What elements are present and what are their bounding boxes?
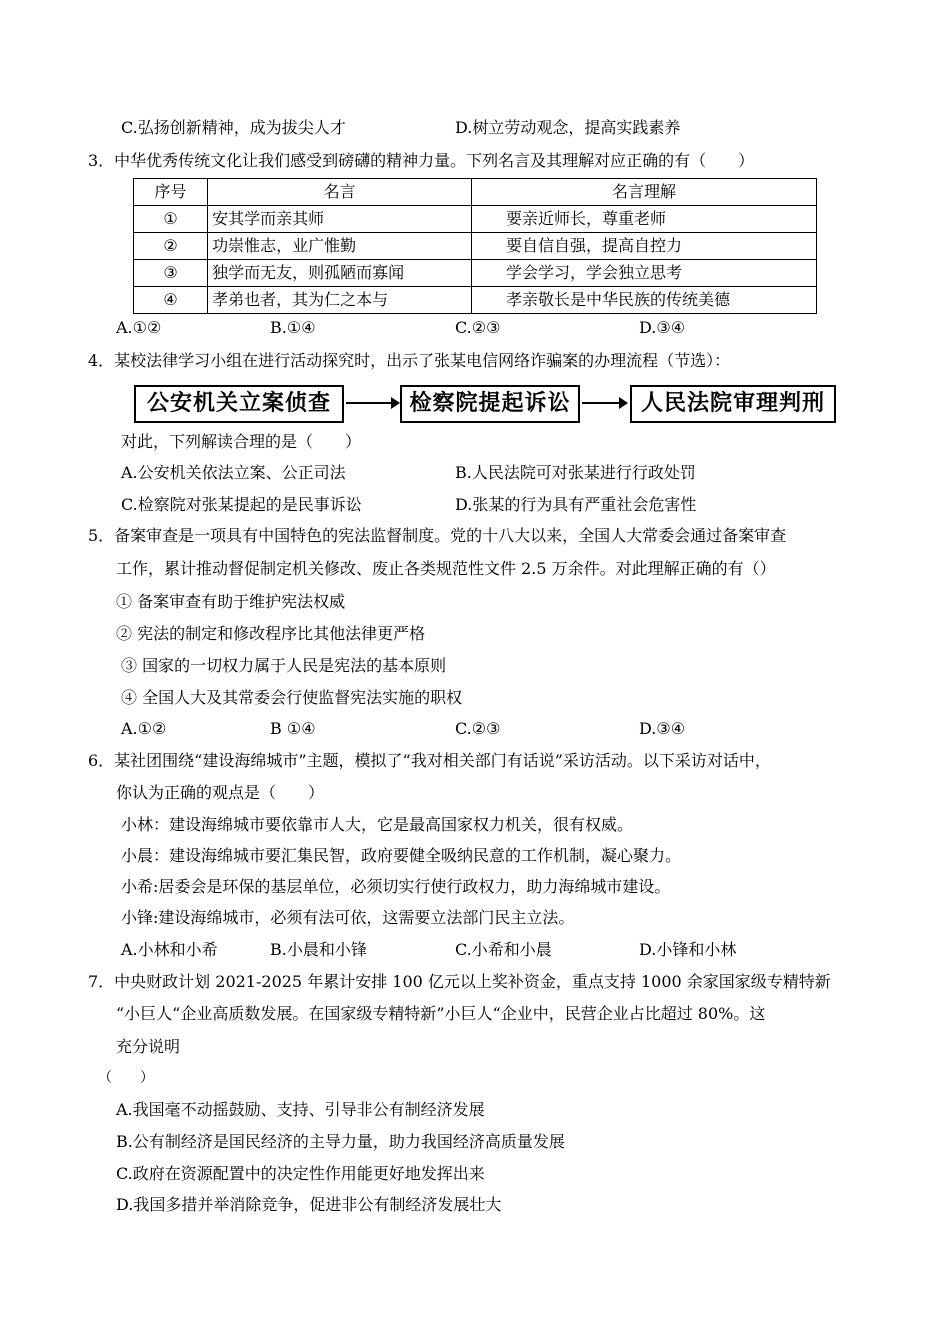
- q2-option-c: C.弘扬创新精神，成为拔尖人才: [121, 118, 346, 137]
- q6-option-b: B.小晨和小锋: [270, 940, 367, 959]
- q6-stem-line1: 6．某社团围绕“建设海绵城市”主题，模拟了“我对相关部门有话说”采访活动。以下采访对话中，: [88, 751, 771, 770]
- q4-option-a: A.公安机关依法立案、公正司法: [121, 463, 346, 482]
- table-row: [134, 260, 817, 287]
- q5-item-2: ② 宪法的制定和修改程序比其他法律更严格: [116, 624, 426, 643]
- q5-item-4: ④ 全国人大及其常委会行使监督宪法实施的职权: [121, 688, 463, 707]
- table-cell: ①: [134, 206, 208, 233]
- table-row: [134, 233, 817, 260]
- q7-stem-line3: 充分说明: [116, 1037, 181, 1056]
- table-cell: ②: [134, 233, 208, 260]
- flow-step-procuratorate: 检察院提起诉讼: [400, 385, 580, 423]
- flow-arrow-icon: [346, 402, 398, 404]
- table-cell: ④: [134, 287, 208, 314]
- q6-option-a: A.小林和小希: [121, 940, 218, 959]
- table-cell: 要亲近师长，尊重老师: [472, 206, 817, 233]
- q4-option-b: B.人民法院可对张某进行行政处罚: [455, 463, 696, 482]
- q7-stem-line1: 7．中央财政计划 2021-2025 年累计安排 100 亿元以上奖补资金，重点支持 1000 余家国家级专精特新: [88, 972, 831, 991]
- table-row: [134, 206, 817, 233]
- q4-stem: 4．某校法律学习小组在进行活动探究时，出示了张某电信网络诈骗案的办理流程（节选）：: [88, 351, 731, 370]
- q5-option-d: D.③④: [639, 719, 686, 738]
- q6-option-d: D.小锋和小林: [639, 940, 737, 959]
- table-cell: 安其学而亲其师: [208, 206, 472, 233]
- table-cell: 孝弟也者，其为仁之本与: [208, 287, 472, 314]
- q7-option-a: A.我国毫不动摇鼓励、支持、引导非公有制经济发展: [116, 1100, 485, 1119]
- q5-stem-line1: 5．备案审查是一项具有中国特色的宪法监督制度。党的十八大以来，全国人大常委会通过备案审查: [88, 526, 787, 545]
- q4-option-d: D.张某的行为具有严重社会危害性: [455, 495, 697, 514]
- q6-dialog-xiaoxi: 小希:居委会是环保的基层单位，必须切实行使行政权力，助力海绵城市建设。: [121, 877, 671, 896]
- q5-item-3: ③ 国家的一切权力属于人民是宪法的基本原则: [121, 656, 447, 675]
- table-cell: 功崇惟志，业广惟勤: [208, 233, 472, 260]
- q5-item-1: ① 备案审查有助于维护宪法权威: [116, 592, 346, 611]
- q7-option-d: D.我国多措并举消除竞争，促进非公有制经济发展壮大: [116, 1195, 502, 1214]
- table-cell: 孝亲敬长是中华民族的传统美德: [472, 287, 817, 314]
- q3-option-b: B.①④: [270, 318, 316, 337]
- q7-option-b: B.公有制经济是国民经济的主导力量，助力我国经济高质量发展: [116, 1132, 565, 1151]
- q4-process-flow: [134, 385, 836, 423]
- q5-option-c: C.②③: [455, 719, 501, 738]
- q3-option-a: A.①②: [116, 318, 162, 337]
- table-cell: 要自信自强，提高自控力: [472, 233, 817, 260]
- q6-option-c: C.小希和小晨: [455, 940, 552, 959]
- q6-dialog-xiaochen: 小晨：建设海绵城市要汇集民智，政府要健全吸纳民意的工作机制，凝心聚力。: [121, 846, 682, 865]
- q3-stem: 3．中华优秀传统文化让我们感受到磅礴的精神力量。下列名言及其理解对应正确的有（ ）: [88, 151, 755, 170]
- table-row: [134, 287, 817, 314]
- table-cell: 独学而无友，则孤陋而寡闻: [208, 260, 472, 287]
- table-cell: 学会学习，学会独立思考: [472, 260, 817, 287]
- q5-option-a: A.①②: [121, 719, 167, 738]
- table-header: 名言理解: [472, 179, 817, 206]
- flow-arrow-icon: [582, 402, 626, 404]
- table-header: 名言: [208, 179, 472, 206]
- q6-stem-line2: 你认为正确的观点是（ ）: [116, 783, 325, 802]
- q7-answer-blank: （ ）: [98, 1070, 154, 1086]
- q3-quote-table: [133, 178, 817, 314]
- q5-option-b: B ①④: [270, 719, 316, 738]
- q4-option-c: C.检察院对张某提起的是民事诉讼: [121, 495, 362, 514]
- q5-stem-line2: 工作，累计推动督促制定机关修改、废止各类规范性文件 2.5 万余件。对此理解正确的有（）: [116, 559, 776, 578]
- table-cell: ③: [134, 260, 208, 287]
- q7-stem-line2: “小巨人“企业高质数发展。在国家级专精特新”小巨人“企业中，民营企业占比超过 80%。这: [116, 1004, 766, 1023]
- q4-prompt: 对此，下列解读合理的是（ ）: [121, 432, 362, 451]
- q6-dialog-xiaolin: 小林：建设海绵城市要依靠市人大，它是最高国家权力机关，很有权威。: [121, 815, 634, 834]
- q3-option-d: D.③④: [639, 318, 686, 337]
- flow-step-court: 人民法院审理判刑: [630, 385, 836, 423]
- q6-dialog-xiaofeng: 小锋:建设海绵城市，必须有法可依，这需要立法部门民主立法。: [121, 908, 575, 927]
- table-header: 序号: [134, 179, 208, 206]
- q7-option-c: C.政府在资源配置中的决定性作用能更好地发挥出来: [116, 1164, 485, 1183]
- flow-step-police: 公安机关立案侦查: [134, 385, 344, 423]
- q3-option-c: C.②③: [455, 318, 501, 337]
- table-header-row: [134, 179, 817, 206]
- q2-option-d: D.树立劳动观念，提高实践素养: [455, 118, 681, 137]
